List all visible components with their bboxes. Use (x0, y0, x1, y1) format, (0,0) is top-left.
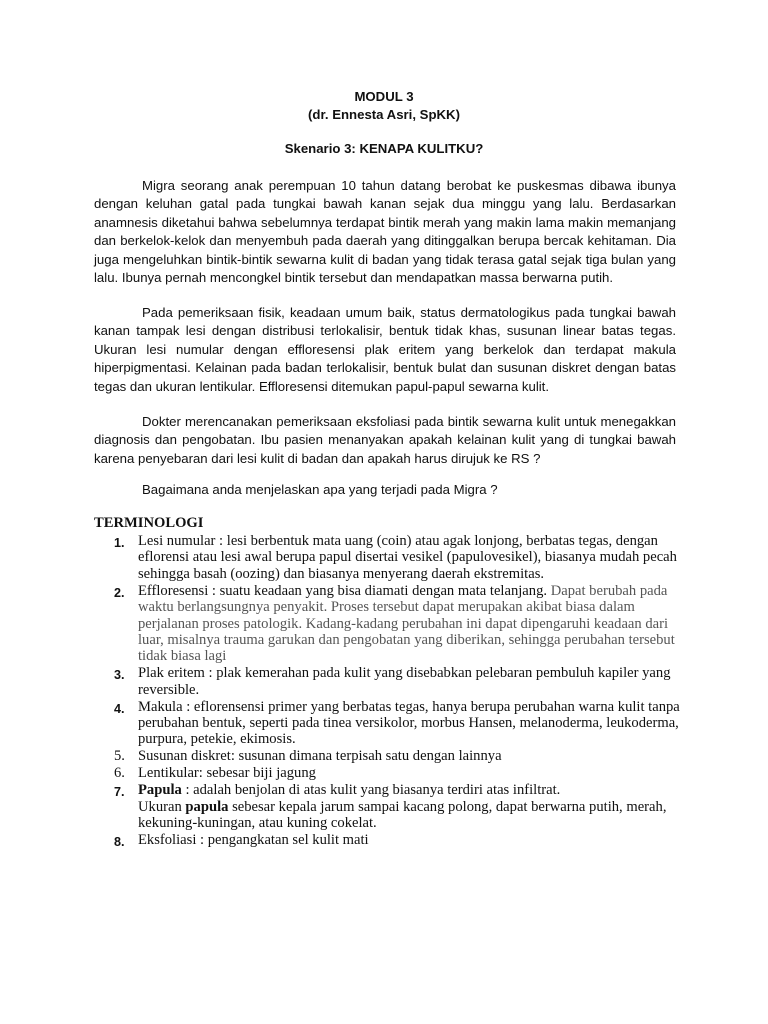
list-item: 6. Lentikular: sebesar biji jagung (114, 765, 316, 782)
list-item: 7. Papula : adalah benjolan di atas kulit yang biasanya terdiri atas infiltrat. Ukuran papula sebesar kepala jarum sampai kacang polong, dapat berwarna putih, merah, kekuning-kuningan, atau kuning cokelat. (114, 782, 667, 831)
list-item: 2. Effloresensi : suatu keadaan yang bisa diamati dengan mata telanjang. Dapat berubah pada waktu berlangsungnya penyakit. Proses tersebut dapat merupakan akibat biasa dalam perjalanan proses patologik. Kadang-kadang perubahan ini dapat dipengaruhi keadaan dari luar, misalnya trauma garukan dan pengobatan yang diberikan, sehingga perubahan tersebut tidak biasa lagi (114, 582, 675, 665)
scenario-title: Skenario 3: KENAPA KULITKU? (284, 141, 484, 156)
terminology-list (94, 533, 694, 849)
list-item: 5. Susunan diskret: susunan dimana terpisah satu dengan lainnya (114, 748, 502, 765)
paragraph-doctor-plan (94, 413, 676, 468)
paragraph-case-history (94, 177, 676, 287)
paragraph-text: Pada pemeriksaan fisik, keadaan umum baik, status dermatologikus pada tungkai bawah kanan tampak lesi dengan distribusi terlokalisir, bentuk tidak khas, susunan linear batas tegas. Ukuran lesi numular dengan effloresensi plak eritem yang berkelok dan terdapat makula hiperpigmentasi. Kelainan pada badan terlokalisir, bentuk bulat dan susunan diskret dengan batas tegas dan ukuran lentikular. Effloresensi ditemukan papul-papul sewarna kulit. (94, 305, 676, 394)
paragraph-text: Migra seorang anak perempuan 10 tahun datang berobat ke puskesmas dibawa ibunya dengan keluhan gatal pada tungkai bawah kanan sejak dua minggu yang lalu. Berdasarkan anamnesis diketahui bahwa sebelumnya terdapat bintik merah yang makin lama makin memanjang dan berkelok-kelok dan menyembuh pada daerah yang ditinggalkan berupa bercak kehitaman. Dia juga mengeluhkan bintik-bintik sewarna kulit di badan yang tidak terasa gatal sejak tiga bulan yang lalu. Ibunya pernah mencongkel bintik tersebut dan mendapatkan massa berwarna putih. (94, 178, 676, 286)
paragraph-text: Dokter merencanakan pemeriksaan eksfoliasi pada bintik sewarna kulit untuk menegakkan diagnosis dan pengobatan. Ibu pasien menanyakan apakah kelainan kulit yang di tungkai bawah karena penyebaran dari lesi kulit di badan dan apakah harus dirujuk ke RS ? (94, 414, 676, 466)
paragraph-question (94, 481, 676, 499)
list-item: 8. Eksfoliasi : pengangkatan sel kulit mati (114, 831, 369, 849)
terminology-heading: TERMINOLOGI (94, 515, 204, 531)
list-item: 3. Plak eritem : plak kemerahan pada kulit yang disebabkan pelebaran pembuluh kapiler yang reversible. (114, 665, 671, 698)
module-title: MODUL 3 (354, 89, 414, 104)
paragraph-physical-exam (94, 304, 676, 396)
paragraph-text: Bagaimana anda menjelaskan apa yang terjadi pada Migra ? (142, 482, 498, 497)
module-author: (dr. Ennesta Asri, SpKK) (308, 107, 460, 122)
list-item: 1. Lesi numular : lesi berbentuk mata uang (coin) atau agak lonjong, berbatas tegas, dengan eflorensi atau lesi awal berupa papul disertai vesikel (papulovesikel), biasanya mudah pecah sehingga basah (oozing) dan biasanya menyerang daerah ekstremitas. (114, 533, 677, 582)
list-item: 4. Makula : eflorensensi primer yang berbatas tegas, hanya berupa perubahan warna kulit tanpa perubahan bentuk, seperti pada tinea versikolor, morbus Hansen, melanoderma, leukoderma, purpura, petekie, ekimosis. (114, 698, 680, 748)
